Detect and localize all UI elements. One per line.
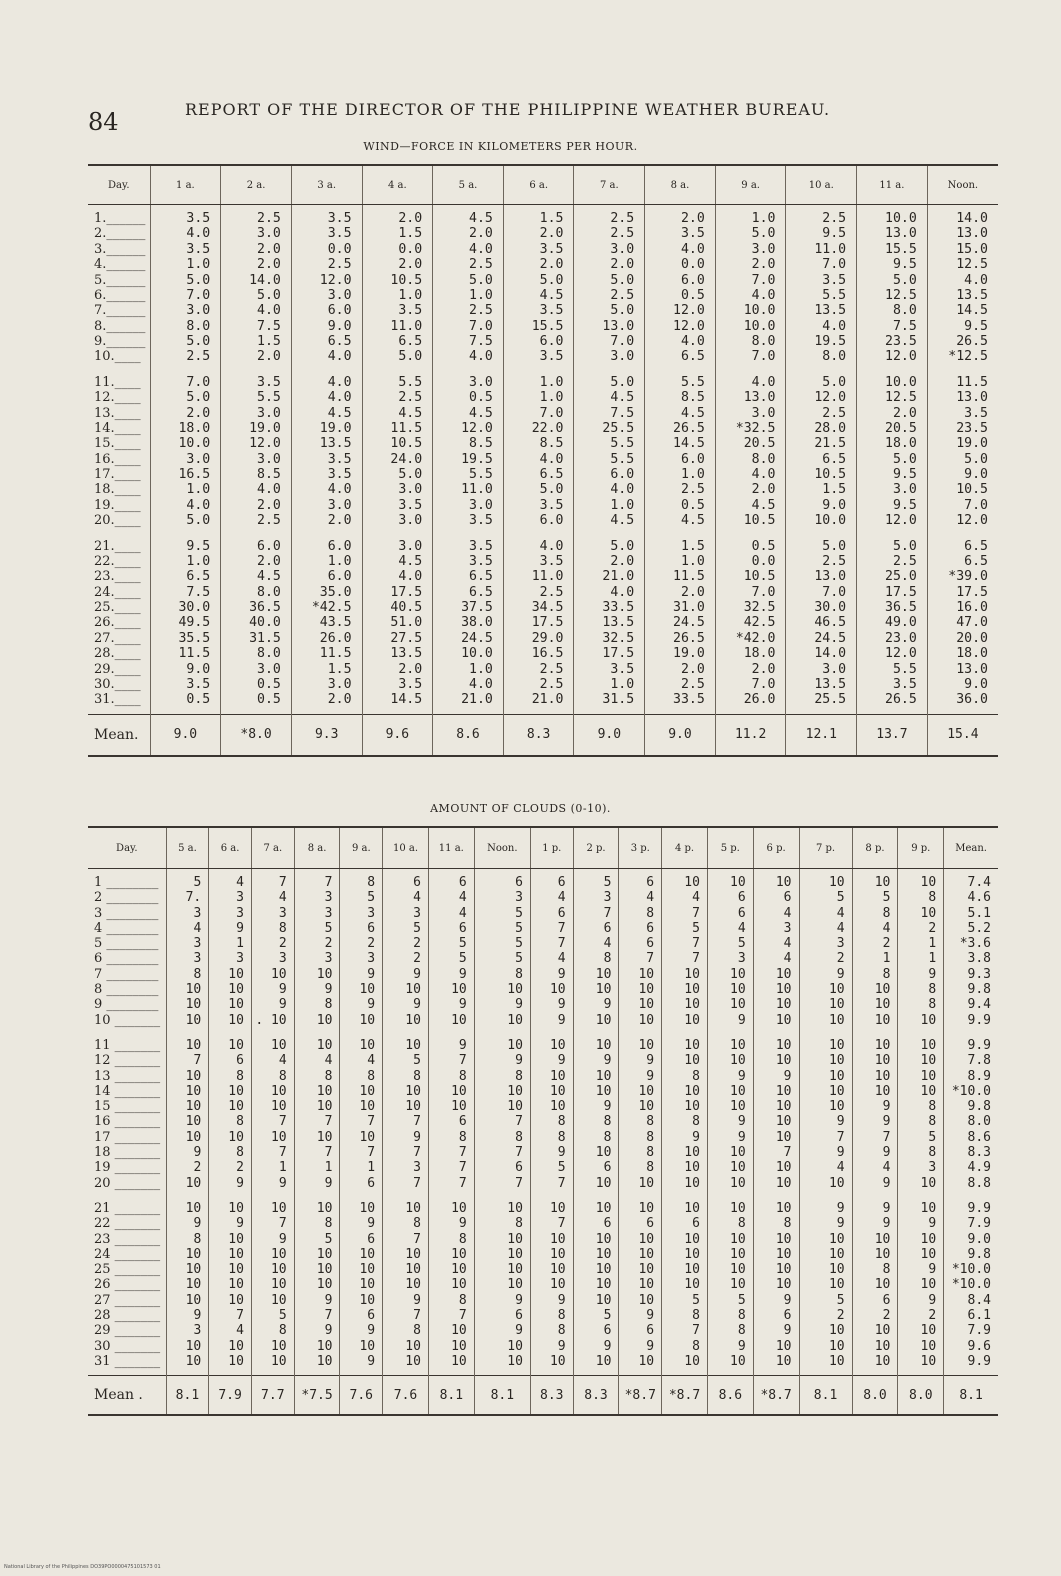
wind-header-11a: 11 a. <box>857 165 928 205</box>
clouds-header-7p: 7 p. <box>799 827 852 869</box>
wind-values-5a: 4.5 2.0 4.0 2.5 5.0 1.0 2.5 7.0 7.5 4.0 <box>433 205 504 369</box>
clouds-header-8a: 8 a. <box>294 827 340 869</box>
clouds-mean-9p: 8.0 <box>898 1376 944 1416</box>
wind-values-2a: 3.5 5.5 3.0 19.0 12.0 3.0 8.5 4.0 2.0 2.5 <box>221 369 292 533</box>
clouds-values-9a: 8 5 3 6 2 3 9 10 9 10 <box>340 869 383 1032</box>
clouds-values-8a: 10 8 5 10 10 10 9 7 9 10 10 <box>294 1195 340 1376</box>
clouds-values-4p: 10 10 8 10 10 8 9 10 10 10 <box>662 1032 708 1195</box>
clouds-values-7p: 10 10 10 10 10 9 7 9 4 10 <box>799 1032 852 1195</box>
wind-values-6a: 1.5 2.0 3.5 2.0 5.0 4.5 3.5 15.5 6.0 3.5 <box>503 205 574 369</box>
clouds-mean-overall: 8.1 <box>944 1376 998 1416</box>
clouds-days-11-20 <box>88 1032 998 1195</box>
wind-header-7a: 7 a. <box>574 165 645 205</box>
clouds-header-5p: 5 p. <box>707 827 753 869</box>
wind-header-1a: 1 a. <box>150 165 221 205</box>
clouds-values-5p: 10 6 6 4 5 3 10 10 10 9 <box>707 869 753 1032</box>
clouds-values-3p: 10 9 9 10 10 8 8 8 8 10 <box>619 1032 662 1195</box>
clouds-values-2p: 10 6 10 10 10 10 10 5 6 9 10 <box>573 1195 619 1376</box>
clouds-values-11a: 6 4 4 6 5 5 9 10 9 10 <box>428 869 474 1032</box>
wind-header-row <box>88 165 998 205</box>
wind-values-8a: 2.0 3.5 4.0 0.0 6.0 0.5 12.0 12.0 4.0 6.5 <box>645 205 716 369</box>
wind-values-10a: 2.5 9.5 11.0 7.0 3.5 5.5 13.5 4.0 19.5 8.0 <box>786 205 857 369</box>
clouds-values-9a: 10 9 6 10 10 10 10 6 9 10 9 <box>340 1195 383 1376</box>
clouds-values-1p: 6 4 6 7 7 4 9 10 9 9 <box>530 869 573 1032</box>
wind-values-8a: 1.5 1.0 11.5 2.0 31.0 24.5 26.5 19.0 2.0 2.5 33.5 <box>645 533 716 715</box>
clouds-values-10a: 6 4 3 5 2 2 9 10 9 10 <box>383 869 429 1032</box>
wind-values-11a: 5.0 2.5 25.0 17.5 36.5 49.0 23.0 12.0 5.5 3.5 26.5 <box>857 533 928 715</box>
clouds-values-8p: 10 5 8 4 2 1 8 10 10 10 <box>852 869 898 1032</box>
wind-force-table <box>88 164 998 757</box>
clouds-values-6a: 10 9 10 10 10 10 10 7 4 10 10 <box>209 1195 252 1376</box>
clouds-mean-3p: *8.7 <box>619 1376 662 1416</box>
clouds-mean-8a: *7.5 <box>294 1376 340 1416</box>
wind-values-9a: 1.0 5.0 3.0 2.0 7.0 4.0 10.0 10.0 8.0 7.0 <box>715 205 786 369</box>
clouds-values-5a: 10 9 8 10 10 10 10 9 3 10 10 <box>166 1195 209 1376</box>
clouds-header-6p: 6 p. <box>753 827 799 869</box>
wind-mean-noon: 15.4 <box>927 714 998 756</box>
clouds-values-10a: 10 5 8 10 10 7 9 7 3 7 <box>383 1032 429 1195</box>
clouds-values-noon: 10 9 8 10 10 7 8 7 6 7 <box>474 1032 530 1195</box>
clouds-values-mean: 9.9 7.9 9.0 9.8 *10.0 *10.0 8.4 6.1 7.9 9.6 9.9 <box>944 1195 998 1376</box>
wind-header-3a: 3 a. <box>291 165 362 205</box>
wind-values-5a: 3.5 3.5 6.5 6.5 37.5 38.0 24.5 10.0 1.0 4.0 21.0 <box>433 533 504 715</box>
clouds-values-5a: 5 7. 3 4 3 3 8 10 10 10 <box>166 869 209 1032</box>
wind-days-21-31 <box>88 533 998 715</box>
clouds-mean-5p: 8.6 <box>707 1376 753 1416</box>
clouds-values-8p: 9 9 10 10 8 10 6 2 10 10 10 <box>852 1195 898 1376</box>
wind-values-3a: 4.0 4.0 4.5 19.0 13.5 3.5 3.5 4.0 3.0 2.0 <box>291 369 362 533</box>
wind-values-10a: 5.0 2.5 13.0 7.0 30.0 46.5 24.5 14.0 3.0 13.5 25.5 <box>786 533 857 715</box>
clouds-mean-11a: 8.1 <box>428 1376 474 1416</box>
wind-mean-11a: 13.7 <box>857 714 928 756</box>
wind-values-4a: 3.0 4.5 4.0 17.5 40.5 51.0 27.5 13.5 2.0 3.5 14.5 <box>362 533 433 715</box>
wind-values-noon: 14.0 13.0 15.0 12.5 4.0 13.5 14.5 9.5 26.5 *12.5 <box>927 205 998 369</box>
clouds-header-6a: 6 a. <box>209 827 252 869</box>
clouds-header-9a: 9 a. <box>340 827 383 869</box>
clouds-values-10a: 10 8 7 10 10 10 9 7 8 10 10 <box>383 1195 429 1376</box>
wind-mean-2a: *8.0 <box>221 714 292 756</box>
wind-mean-row <box>88 714 998 756</box>
clouds-header-3p: 3 p. <box>619 827 662 869</box>
wind-values-2a: 6.0 2.0 4.5 8.0 36.5 40.0 31.5 8.0 3.0 0.5 0.5 <box>221 533 292 715</box>
wind-values-3a: 6.0 1.0 6.0 35.0 *42.5 43.5 26.0 11.5 1.5 3.0 2.0 <box>291 533 362 715</box>
clouds-values-9p: 10 10 10 10 8 8 5 8 3 10 <box>898 1032 944 1195</box>
wind-values-5a: 3.0 0.5 4.5 12.0 8.5 19.5 5.5 11.0 3.0 3.5 <box>433 369 504 533</box>
clouds-values-9a: 10 4 8 10 10 7 10 7 1 6 <box>340 1032 383 1195</box>
wind-days-1-10 <box>88 205 998 369</box>
clouds-header-row <box>88 827 998 869</box>
wind-header-day: Day. <box>88 165 150 205</box>
wind-day-labels: 21.____ 22.____ 23.____ 24.____ 25.____ 26.____ 27.____ 28.____ 29.____ 30.____ 31.____ <box>94 538 141 708</box>
clouds-mean-noon: 8.1 <box>474 1376 530 1416</box>
wind-values-noon: 11.5 13.0 3.5 23.5 19.0 5.0 9.0 10.5 7.0 12.0 <box>927 369 998 533</box>
wind-day-labels: 1.______ 2.______ 3.______ 4.______ 5.______ 6.______ 7.______ 8.______ 9.______ 10.____ <box>94 211 146 365</box>
wind-header-10a: 10 a. <box>786 165 857 205</box>
clouds-values-5p: 10 10 9 10 10 9 9 10 10 10 <box>707 1032 753 1195</box>
wind-mean-8a: 9.0 <box>645 714 716 756</box>
clouds-header-noon: Noon. <box>474 827 530 869</box>
clouds-values-2p: 5 3 7 6 4 8 10 10 9 10 <box>573 869 619 1032</box>
wind-header-5a: 5 a. <box>433 165 504 205</box>
wind-header-2a: 2 a. <box>221 165 292 205</box>
clouds-mean-1p: 8.3 <box>530 1376 573 1416</box>
clouds-header-8p: 8 p. <box>852 827 898 869</box>
wind-mean-label: Mean. <box>88 714 150 756</box>
clouds-header-mean: Mean. <box>944 827 998 869</box>
clouds-values-7p: 10 5 4 4 3 2 9 10 10 10 <box>799 869 852 1032</box>
clouds-header-11a: 11 a. <box>428 827 474 869</box>
wind-values-10a: 5.0 12.0 2.5 28.0 21.5 6.5 10.5 1.5 9.0 10.0 <box>786 369 857 533</box>
clouds-values-4p: 10 6 10 10 10 10 5 8 7 8 10 <box>662 1195 708 1376</box>
clouds-values-6p: 10 6 4 3 4 4 10 10 10 10 <box>753 869 799 1032</box>
clouds-day-labels: 11 _______ 12 _______ 13 _______ 14 _______ 15 _______ 16 _______ 17 _______ 18 _______ 19 _______ 20 _______ <box>94 1037 161 1191</box>
wind-force-table-title: WIND—FORCE IN KILOMETERS PER HOUR. <box>363 140 638 153</box>
clouds-values-6p: 10 8 10 10 10 10 9 6 9 10 10 <box>753 1195 799 1376</box>
wind-values-4a: 2.0 1.5 0.0 2.0 10.5 1.0 3.5 11.0 6.5 5.0 <box>362 205 433 369</box>
clouds-values-5a: 10 7 10 10 10 10 10 9 2 10 <box>166 1032 209 1195</box>
clouds-days-21-31 <box>88 1195 998 1376</box>
clouds-mean-4p: *8.7 <box>662 1376 708 1416</box>
clouds-values-7a: 7 4 3 8 2 3 10 9 9 . 10 <box>251 869 294 1032</box>
clouds-header-7a: 7 a. <box>251 827 294 869</box>
clouds-header-day: Day. <box>88 827 166 869</box>
clouds-mean-7a: 7.7 <box>251 1376 294 1416</box>
clouds-header-1p: 1 p. <box>530 827 573 869</box>
clouds-values-5p: 10 8 10 10 10 10 5 8 8 9 10 <box>707 1195 753 1376</box>
report-title: REPORT OF THE DIRECTOR OF THE PHILIPPINE WEATHER BUREAU. <box>185 100 831 119</box>
clouds-values-6a: 10 6 8 10 10 8 10 8 2 9 <box>209 1032 252 1195</box>
wind-values-7a: 5.0 4.5 7.5 25.5 5.5 5.5 6.0 4.0 1.0 4.5 <box>574 369 645 533</box>
clouds-values-mean: 7.4 4.6 5.1 5.2 *3.6 3.8 9.3 9.8 9.4 9.9 <box>944 869 998 1032</box>
wind-header-9a: 9 a. <box>715 165 786 205</box>
clouds-values-8p: 10 10 10 10 9 9 7 9 4 9 <box>852 1032 898 1195</box>
wind-values-noon: 6.5 6.5 *39.0 17.5 16.0 47.0 20.0 18.0 13.0 9.0 36.0 <box>927 533 998 715</box>
clouds-mean-8p: 8.0 <box>852 1376 898 1416</box>
clouds-values-7a: 10 7 9 10 10 10 10 5 8 10 10 <box>251 1195 294 1376</box>
clouds-values-3p: 10 6 10 10 10 10 10 9 6 9 10 <box>619 1195 662 1376</box>
clouds-values-8a: 7 3 3 5 2 3 10 9 8 10 <box>294 869 340 1032</box>
clouds-mean-5a: 8.1 <box>166 1376 209 1416</box>
clouds-values-1p: 10 7 10 10 10 10 9 8 8 9 10 <box>530 1195 573 1376</box>
wind-day-labels: 11.____ 12.____ 13.____ 14.____ 15.____ 16.____ 17.____ 18.____ 19.____ 20.____ <box>94 374 141 529</box>
clouds-table <box>88 826 998 1416</box>
clouds-values-4p: 10 4 7 5 7 7 10 10 10 10 <box>662 869 708 1032</box>
wind-header-6a: 6 a. <box>503 165 574 205</box>
wind-mean-5a: 8.6 <box>433 714 504 756</box>
wind-header-4a: 4 a. <box>362 165 433 205</box>
clouds-values-3p: 6 4 8 6 6 7 10 10 10 10 <box>619 869 662 1032</box>
page-number: 84 <box>88 108 119 136</box>
wind-values-7a: 2.5 2.5 3.0 2.0 5.0 2.5 5.0 13.0 7.0 3.0 <box>574 205 645 369</box>
clouds-values-noon: 10 8 10 10 10 10 9 6 9 10 10 <box>474 1195 530 1376</box>
wind-mean-9a: 11.2 <box>715 714 786 756</box>
wind-values-9a: 0.5 0.0 10.5 7.0 32.5 42.5 *42.0 18.0 2.0 7.0 26.0 <box>715 533 786 715</box>
wind-values-9a: 4.0 13.0 3.0 *32.5 20.5 8.0 4.0 2.0 4.5 10.5 <box>715 369 786 533</box>
clouds-mean-2p: 8.3 <box>573 1376 619 1416</box>
clouds-mean-6a: 7.9 <box>209 1376 252 1416</box>
clouds-header-4p: 4 p. <box>662 827 708 869</box>
clouds-values-2p: 10 9 10 10 9 8 8 10 6 10 <box>573 1032 619 1195</box>
clouds-values-8a: 10 4 8 10 10 7 10 7 1 9 <box>294 1032 340 1195</box>
wind-values-8a: 5.5 8.5 4.5 26.5 14.5 6.0 1.0 2.5 0.5 4.5 <box>645 369 716 533</box>
clouds-values-mean: 9.9 7.8 8.9 *10.0 9.8 8.0 8.6 8.3 4.9 8.8 <box>944 1032 998 1195</box>
wind-mean-7a: 9.0 <box>574 714 645 756</box>
clouds-header-9p: 9 p. <box>898 827 944 869</box>
clouds-mean-6p: *8.7 <box>753 1376 799 1416</box>
clouds-mean-9a: 7.6 <box>340 1376 383 1416</box>
clouds-values-9p: 10 9 10 10 9 10 9 2 10 10 10 <box>898 1195 944 1376</box>
wind-header-noon: Noon. <box>927 165 998 205</box>
wind-values-2a: 2.5 3.0 2.0 2.0 14.0 5.0 4.0 7.5 1.5 2.0 <box>221 205 292 369</box>
clouds-mean-10a: 7.6 <box>383 1376 429 1416</box>
clouds-days-1-10 <box>88 869 998 1032</box>
clouds-values-noon: 6 3 5 5 5 5 8 10 9 10 <box>474 869 530 1032</box>
clouds-values-1p: 10 9 10 10 10 8 8 9 5 7 <box>530 1032 573 1195</box>
wind-values-11a: 10.0 13.0 15.5 9.5 5.0 12.5 8.0 7.5 23.5 12.0 <box>857 205 928 369</box>
clouds-header-10a: 10 a. <box>383 827 429 869</box>
wind-mean-1a: 9.0 <box>150 714 221 756</box>
wind-values-7a: 5.0 2.0 21.0 4.0 33.5 13.5 32.5 17.5 3.5 1.0 31.5 <box>574 533 645 715</box>
wind-mean-10a: 12.1 <box>786 714 857 756</box>
clouds-values-7a: 10 4 8 10 10 7 10 7 1 9 <box>251 1032 294 1195</box>
clouds-mean-7p: 8.1 <box>799 1376 852 1416</box>
wind-mean-6a: 8.3 <box>503 714 574 756</box>
wind-values-6a: 1.0 1.0 7.0 22.0 8.5 4.0 6.5 5.0 3.5 6.0 <box>503 369 574 533</box>
clouds-header-5a: 5 a. <box>166 827 209 869</box>
wind-days-11-20 <box>88 369 998 533</box>
wind-values-6a: 4.0 3.5 11.0 2.5 34.5 17.5 29.0 16.5 2.5 2.5 21.0 <box>503 533 574 715</box>
clouds-mean-label: Mean . <box>88 1376 166 1416</box>
clouds-values-6a: 4 3 3 9 1 3 10 10 10 10 <box>209 869 252 1032</box>
wind-mean-4a: 9.6 <box>362 714 433 756</box>
clouds-mean-row <box>88 1376 998 1416</box>
clouds-values-11a: 9 7 8 10 10 6 8 7 7 7 <box>428 1032 474 1195</box>
clouds-day-labels: 1 ________ 2 ________ 3 ________ 4 ________ 5 ________ 6 ________ 7 ________ 8 ________ 9 ________ 10 _______ <box>94 875 161 1028</box>
wind-values-1a: 9.5 1.0 6.5 7.5 30.0 49.5 35.5 11.5 9.0 3.5 0.5 <box>150 533 221 715</box>
clouds-table-title: AMOUNT OF CLOUDS (0-10). <box>430 802 611 815</box>
clouds-day-labels: 21 _______ 22 _______ 23 _______ 24 _______ 25 _______ 26 _______ 27 _______ 28 _______ 29 _______ 30 _______ 31 _______ <box>94 1200 161 1369</box>
wind-values-4a: 5.5 2.5 4.5 11.5 10.5 24.0 5.0 3.0 3.5 3.0 <box>362 369 433 533</box>
wind-header-8a: 8 a. <box>645 165 716 205</box>
wind-values-3a: 3.5 3.5 0.0 2.5 12.0 3.0 6.0 9.0 6.5 4.0 <box>291 205 362 369</box>
wind-mean-3a: 9.3 <box>291 714 362 756</box>
wind-values-11a: 10.0 12.5 2.0 20.5 18.0 5.0 9.5 3.0 9.5 12.0 <box>857 369 928 533</box>
clouds-values-7p: 9 9 10 10 10 10 5 2 10 10 10 <box>799 1195 852 1376</box>
clouds-values-6p: 10 10 9 10 10 10 10 7 10 10 <box>753 1032 799 1195</box>
footer-credit: National Library of the Philippines DO39PO0000475101573 01 <box>4 1564 161 1570</box>
wind-values-1a: 3.5 4.0 3.5 1.0 5.0 7.0 3.0 8.0 5.0 2.5 <box>150 205 221 369</box>
wind-values-1a: 7.0 5.0 2.0 18.0 10.0 3.0 16.5 1.0 4.0 5.0 <box>150 369 221 533</box>
clouds-values-11a: 10 9 8 10 10 10 8 7 10 10 10 <box>428 1195 474 1376</box>
clouds-values-9p: 10 8 10 2 1 1 9 8 8 10 <box>898 869 944 1032</box>
clouds-header-2p: 2 p. <box>573 827 619 869</box>
